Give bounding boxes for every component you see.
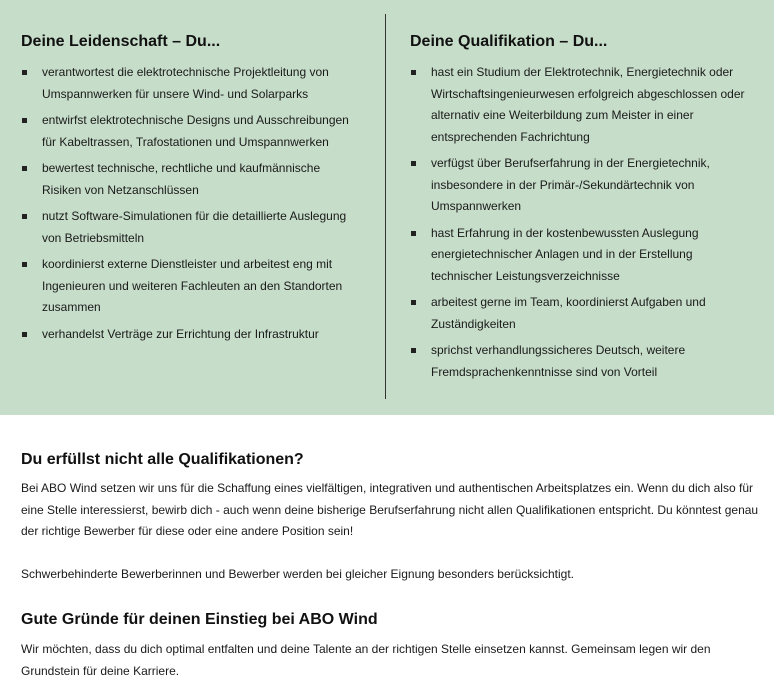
qualification-heading: Deine Qualifikation – Du...: [410, 33, 608, 50]
square-bullet-icon: [411, 70, 416, 75]
qualification-list: [410, 62, 755, 383]
good-reasons-section: [21, 609, 761, 682]
passion-list-item: [21, 158, 361, 201]
qualification-item-text: hast ein Studium der Elektrotechnik, Energietechnik oder Wirtschaftsingenieurwesen erfolgreich abgeschlossen oder alternativ eine Weiterbildung zum Meister in einer entsprechenden Fachrichtung: [431, 65, 745, 144]
good-reasons-heading: Gute Gründe für deinen Einstieg bei ABO Wind: [21, 611, 378, 628]
good-reasons-paragraph: Wir möchten, dass du dich optimal entfalten und deine Talente an der richtigen Stelle einsetzen kannst. Gemeinsam legen wir den Grundstein für deine Karriere.: [21, 642, 711, 678]
qualification-item-text: arbeitest gerne im Team, koordinierst Aufgaben und Zuständigkeiten: [431, 295, 706, 331]
square-bullet-icon: [411, 161, 416, 166]
qualification-list-item: [410, 292, 755, 335]
passion-list: [21, 62, 361, 345]
passion-column: [21, 31, 361, 350]
square-bullet-icon: [411, 300, 416, 305]
passion-item-text: nutzt Software-Simulationen für die detaillierte Auslegung von Betriebsmitteln: [42, 209, 347, 245]
square-bullet-icon: [22, 166, 27, 171]
qualification-item-text: hast Erfahrung in der kostenbewussten Auslegung energietechnischer Anlagen und in der Erstellung technischer Leistungsverzeichnisse: [431, 225, 699, 283]
qualification-column: [410, 31, 755, 388]
not-all-qualifications-heading: Du erfüllst nicht alle Qualifikationen?: [21, 451, 304, 468]
qualification-item-text: verfügst über Berufserfahrung in der Energietechnik, insbesondere in der Primär-/Sekundärtechnik von Umspannwerken: [431, 156, 710, 213]
not-all-qualifications-section: [21, 449, 761, 585]
passion-item-text: verantwortest die elektrotechnische Projektleitung von Umspannwerken für unsere Wind- und Solarparks: [42, 65, 329, 101]
square-bullet-icon: [22, 262, 27, 267]
qualification-list-item: [410, 62, 755, 148]
square-bullet-icon: [22, 118, 27, 123]
passion-list-item: [21, 62, 361, 105]
passion-list-item: [21, 206, 361, 249]
passion-item-text: koordinierst externe Dienstleister und arbeitest eng mit Ingenieuren und weiteren Fachleuten an den Standorten zusammen: [42, 257, 343, 314]
passion-item-text: bewertest technische, rechtliche und kaufmännische Risiken von Netzanschlüssen: [42, 161, 321, 197]
passion-list-item: [21, 324, 361, 346]
passion-item-text: entwirfst elektrotechnische Designs und Ausschreibungen für Kabeltrassen, Trafostationen und Umspannwerken: [42, 113, 349, 149]
qualification-list-item: [410, 340, 755, 383]
column-divider: [385, 14, 386, 399]
passion-heading: Deine Leidenschaft – Du...: [21, 33, 221, 50]
square-bullet-icon: [22, 70, 27, 75]
passion-list-item: [21, 110, 361, 153]
passion-item-text: verhandelst Verträge zur Errichtung der Infrastruktur: [42, 326, 319, 341]
diversity-paragraph: Bei ABO Wind setzen wir uns für die Schaffung eines vielfältigen, integrativen und authentischen Arbeitsplatzes ein. Wenn du dich also für eine Stelle interessierst, bewirb dich - auch wenn deine bisherige Berufserfahrung nicht allen Qualifikationen entspricht. Du könntest genau der richtige Bewerber für diese oder eine andere Position sein!: [21, 481, 759, 538]
square-bullet-icon: [22, 214, 27, 219]
square-bullet-icon: [411, 348, 416, 353]
qualification-item-text: sprichst verhandlungssicheres Deutsch, weitere Fremdsprachenkenntnisse sind von Vorteil: [431, 343, 686, 379]
qualification-list-item: [410, 153, 755, 218]
passion-list-item: [21, 254, 361, 319]
square-bullet-icon: [411, 231, 416, 236]
qualification-list-item: [410, 223, 755, 288]
square-bullet-icon: [22, 332, 27, 337]
disability-paragraph: Schwerbehinderte Bewerberinnen und Bewerber werden bei gleicher Eignung besonders berücksichtigt.: [21, 566, 575, 581]
